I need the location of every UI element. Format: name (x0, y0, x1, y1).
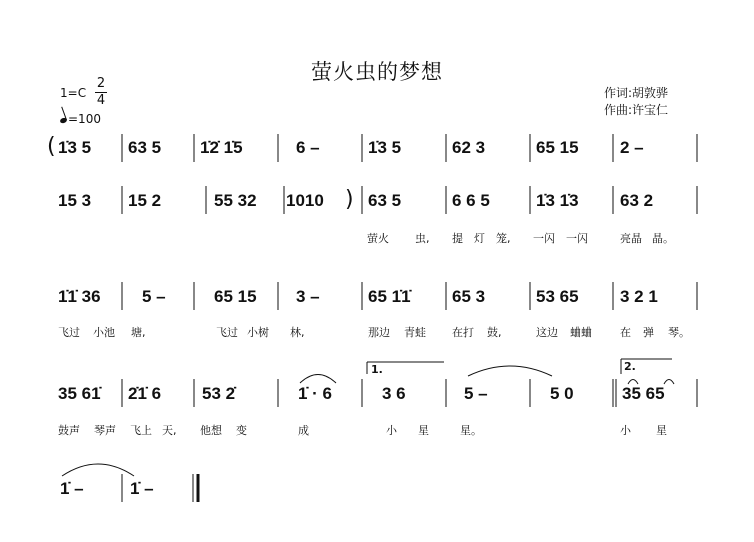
note-group: 65 1̇1̇ (368, 287, 411, 306)
lyric: 塘, (131, 326, 146, 339)
lyric: 这边 (536, 326, 558, 339)
note-group: 2 – (620, 138, 644, 157)
tie-arc (468, 366, 552, 376)
note-group: 1010 (286, 191, 324, 210)
lyric: 灯 (474, 232, 485, 245)
lyric: 一闪 (533, 232, 555, 245)
lyric: 鼓声 (58, 424, 80, 437)
tie-arc (62, 464, 134, 476)
lyric: 蛐蛐 (570, 326, 592, 339)
note-group: 6 – (296, 138, 320, 157)
lyric: 小池 (93, 326, 115, 339)
lyric: 弹 (643, 326, 654, 339)
lyric: 飞过 (58, 326, 80, 339)
note-group: 3 – (296, 287, 320, 306)
lyric: 鼓, (487, 326, 502, 339)
note-group: 65 15 (536, 138, 579, 157)
meter-top: 2 (96, 76, 106, 91)
note-group: 15 3 (58, 191, 92, 210)
note-group: 6 6 5 (452, 191, 490, 210)
lyric: 成 (298, 424, 309, 437)
lyric: 在打 (452, 326, 474, 339)
lyric: 晶。 (652, 232, 674, 245)
note-group: 35 65 (622, 384, 665, 403)
lyric: 小树 (247, 326, 269, 339)
note-group: 2̇1̇ 6 (128, 384, 162, 403)
lyric: 星。 (460, 424, 482, 437)
note-group: 3 6 (382, 384, 406, 403)
note-group: 1̇ · 6 (298, 384, 333, 403)
lyric: 虫, (415, 232, 430, 245)
composer-credit: 作曲:许宝仁 (604, 103, 669, 117)
lyric: 萤火 (367, 232, 389, 245)
lyric: 一闪 (566, 232, 588, 245)
note-group: 5 – (464, 384, 488, 403)
note-group: 63 5 (368, 191, 402, 210)
note-group: 63 2 (620, 191, 654, 210)
page-title: 萤火虫的梦想 (311, 60, 443, 84)
lyric: 星 (418, 424, 429, 437)
lyric: 星 (656, 424, 667, 437)
lyric: 那边 (368, 326, 390, 339)
note-group: 1̇3 5 (368, 138, 402, 157)
repeat-paren-open: ( (47, 134, 56, 159)
lyric: 提 (452, 232, 463, 245)
repeat-paren-close: ) (345, 187, 354, 212)
lyric: 飞上 (130, 424, 152, 437)
note-group: 65 15 (214, 287, 257, 306)
note-group: 53 2̇ (202, 384, 236, 403)
note-group: 1̇3 1̇3 (536, 191, 579, 210)
lyric: 小 (386, 424, 397, 437)
lyric: 在 (620, 326, 631, 339)
volta-first: 1. (371, 363, 383, 376)
lyric: 青蛙 (404, 326, 426, 339)
note-group: 35 61̇ (58, 384, 101, 403)
note-group: 55 32 (214, 191, 257, 210)
note-group: 53 65 (536, 287, 579, 306)
lyric: 亮晶 (620, 232, 642, 245)
note-group: 3 2 1 (620, 287, 658, 306)
key-signature: 1=C (60, 86, 87, 100)
lyric: 小 (620, 424, 631, 437)
note-group: 62 3 (452, 138, 486, 157)
note-group: 1̇2̇ 1̇5 (200, 138, 243, 157)
lyric: 琴。 (668, 326, 690, 339)
lyric: 他想 (200, 424, 222, 437)
lyric: 琴声 (94, 424, 116, 437)
meter-bottom: 4 (96, 93, 106, 108)
tempo-value: =100 (68, 112, 101, 126)
note-group: 1̇1̇ 36 (58, 287, 101, 306)
lyric: 天, (162, 424, 177, 437)
lyric: 林, (290, 326, 305, 339)
note-group: 65 3 (452, 287, 486, 306)
lyricist-credit: 作词:胡敦骅 (604, 86, 669, 100)
note-group: 15 2 (128, 191, 162, 210)
lyric: 飞过 (216, 326, 238, 339)
note-group: 63 5 (128, 138, 162, 157)
note-group: 5 – (142, 287, 166, 306)
lyric: 笼, (496, 232, 511, 245)
note-group: 1̇ – (60, 479, 84, 498)
tie-arc (300, 375, 336, 384)
note-group: 1̇3 5 (58, 138, 92, 157)
note-group: 5 0 (550, 384, 574, 403)
lyric: 变 (236, 424, 247, 437)
volta-second: 2. (624, 360, 636, 373)
tie-arc (664, 380, 674, 385)
note-group: 1̇ – (130, 479, 154, 498)
